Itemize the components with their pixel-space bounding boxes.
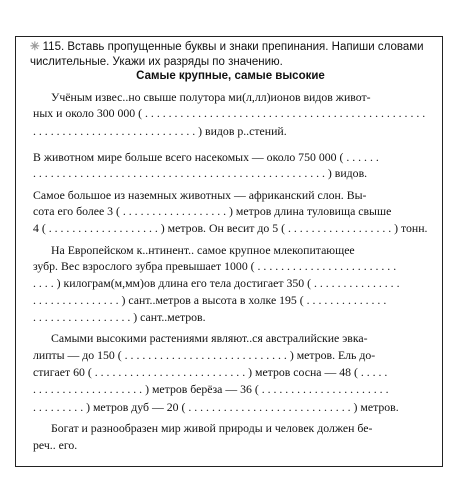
- exercise-instruction-text-1: 115. Вставь пропущенные буквы и знаки препинания. Напиши словами: [42, 41, 424, 53]
- text-line: . . . . . . . . . . . . . . . ) сант..метров а высота в холке 195 ( . . . . . . . . . . . . . .: [33, 293, 387, 307]
- text-line: Самое большое из наземных животных — африканский слон. Вы-: [33, 188, 367, 202]
- text-line: На Европейском к..нтинент.. самое крупное млекопитающее: [51, 243, 355, 257]
- text-line: В животном мире больше всего насекомых — около 750 000 ( . . . . . .: [33, 150, 379, 164]
- text-line: . . . . ) килограм(м,мм)ов длина его тела достигает 350 ( . . . . . . . . . . . . . . .: [33, 276, 400, 290]
- text-line: ных и около 300 000 ( . . . . . . . . . . . . . . . . . . . . . . . . . . . . . . . . . . . . . . . . . . . . . . . .: [33, 106, 426, 120]
- text-line: липты — до 150 ( . . . . . . . . . . . . . . . . . . . . . . . . . . . . ) метров. Ель до-: [33, 348, 376, 362]
- text-line: . . . . . . . . . . . . . . . . . . . . . . . . . . . . . . . . . . . . . . . . . . . . . . . . . . ) видов.: [33, 166, 368, 180]
- text-line: стигает 60 ( . . . . . . . . . . . . . . . . . . . . . . . . . . ) метров сосна — 48 ( . . . . .: [33, 365, 388, 379]
- text-line: 4 ( . . . . . . . . . . . . . . . . . . . ) метров. Он весит до 5 ( . . . . . . . . . . . . . . . . . . ) тонн.: [33, 221, 428, 235]
- text-line: Самыми высокими растениями являют..ся австралийские эвка-: [51, 331, 368, 345]
- text-line: . . . . . . . . . . . . . . . . . ) сант..метров.: [33, 310, 206, 324]
- text-line: реч.. его.: [33, 438, 78, 452]
- text-line: . . . . . . . . . . . . . . . . . . . . . . . . . . . . ) видов р..стений.: [33, 124, 287, 138]
- text-line: . . . . . . . . . ) метров дуб — 20 ( . . . . . . . . . . . . . . . . . . . . . . . . . . . . ) метров.: [33, 400, 399, 414]
- text-title: Самые крупные, самые высокие: [136, 70, 325, 82]
- text-line: зубр. Вес взрослого зубра превышает 1000 ( . . . . . . . . . . . . . . . . . . . . . . . .: [33, 259, 397, 273]
- text-line: Богат и разнообразен мир живой природы и человек должен бе-: [51, 421, 373, 435]
- text-line: Учёным извес..но свыше полутора ми(л,лл)ионов видов живот-: [51, 90, 371, 104]
- exercise-instruction-line-2: числительные. Укажи их разряды по значению.: [30, 56, 283, 68]
- text-line: сота его более 3 ( . . . . . . . . . . . . . . . . . . ) метров длина туловища свыше: [33, 204, 392, 218]
- exercise-marker-icon: ✳: [30, 41, 40, 53]
- text-line: . . . . . . . . . . . . . . . . . . . ) метров берёза — 36 ( . . . . . . . . . . . . . . . . . . . . . .: [33, 382, 389, 396]
